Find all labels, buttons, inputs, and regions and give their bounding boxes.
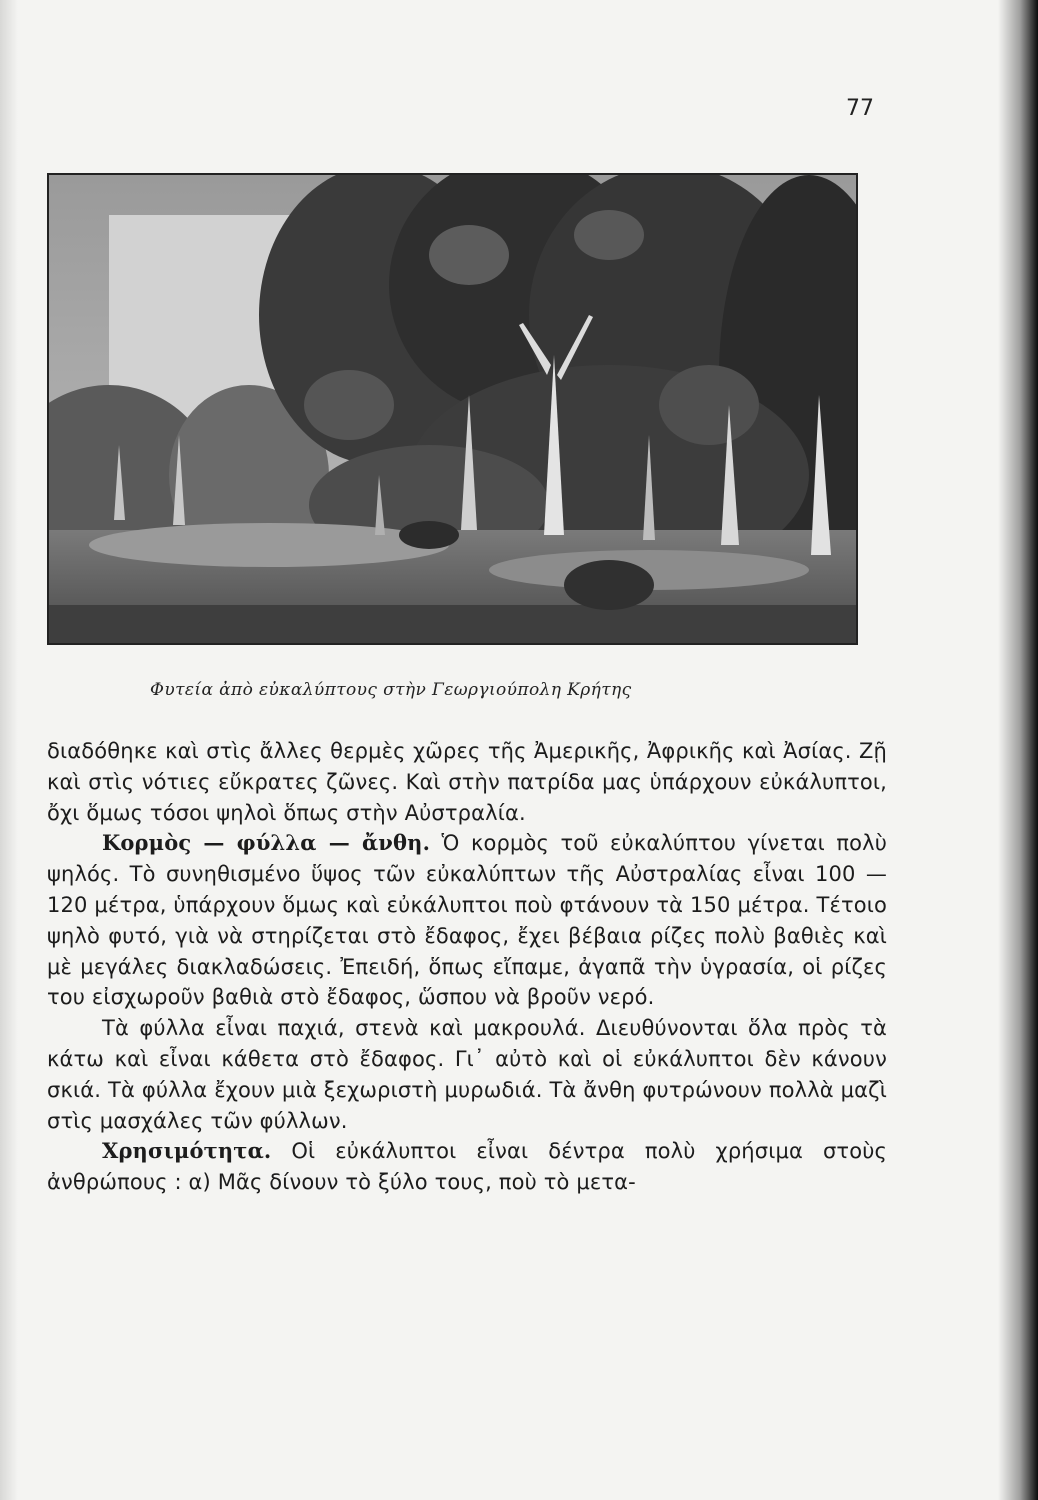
page-number: 77 <box>846 96 874 121</box>
paragraph-4-text: Οἱ εὐκάλυπτοι εἶναι δέντρα πολὺ χρήσιμα στοὺς ἀνθρώπους : α) Μᾶς δίνουν τὸ ξύλο τους, ποὺ τὸ μετα- <box>47 1139 887 1195</box>
paragraph-2-text: Ὁ κορμὸς τοῦ εὐκαλύπτου γίνεται πολὺ ψηλός. Τὸ συνηθισμένο ὕψος τῶν εὐκαλύπτων τῆς Αὐστραλίας εἶναι 100 — 120 μέτρα, ὑπάρχουν ὅμως καὶ εὐκάλυπτοι ποὺ φτάνουν τὰ 150 μέτρα. Τέτοιο ψηλὸ φυτό, γιὰ νὰ στηρίζεται στὸ ἔδαφος, ἔχει βέβαια ρίζες πολὺ βαθιὲς καὶ μὲ μεγάλες διακλαδώσεις. Ἐπειδή, ὅπως εἴπαμε, ἀγαπᾶ τὴν ὑγρασία, οἱ ρίζες του εἰσχωροῦν βαθιὰ στὸ ἔδαφος, ὥσπου νὰ βροῦν νερό. <box>47 831 887 1010</box>
paragraph-2 <box>47 828 887 1013</box>
paragraph-3 <box>47 1013 887 1136</box>
paragraph-3-text: Τὰ φύλλα εἶναι παχιά, στενὰ καὶ μακρουλά. Διευθύνονται ὅλα πρὸς τὰ κάτω καὶ εἶναι κάθετα στὸ ἔδαφος. Γι᾿ αὐτὸ καὶ οἱ εὐκάλυπτοι δὲν κάνουν σκιά. Τὰ φύλλα ἔχουν μιὰ ξεχωριστὴ μυρωδιά. Τὰ ἄνθη φυτρώνουν πολλὰ μαζὶ στὶς μασχάλες τῶν φύλλων. <box>47 1016 887 1133</box>
binding-shadow <box>998 0 1038 1500</box>
paragraph-4 <box>47 1136 887 1198</box>
paragraph-1 <box>47 736 887 828</box>
figure-caption: Φυτεία ἀπὸ εὐκαλύπτους στὴν Γεωργιούπολη Κρήτης <box>150 680 632 700</box>
eucalyptus-forest-photo <box>47 173 858 645</box>
page-left-edge <box>0 0 18 1500</box>
paragraph-1-text: διαδόθηκε καὶ στὶς ἄλλες θερμὲς χῶρες τῆς Ἀμερικῆς, Ἀφρικῆς καὶ Ἀσίας. Ζῇ καὶ στὶς νότιες εὔκρατες ζῶνες. Καὶ στὴν πατρίδα μας ὑπάρχουν εὐκάλυπτοι, ὄχι ὅμως τόσοι ψηλοὶ ὅπως στὴν Αὐστραλία. <box>47 739 887 825</box>
section-heading-trunk-leaves-flowers: Κορμὸς — φύλλα — ἄνθη. <box>102 830 431 856</box>
section-heading-usefulness: Χρησιμότητα. <box>102 1138 272 1164</box>
body-text <box>47 736 887 1198</box>
